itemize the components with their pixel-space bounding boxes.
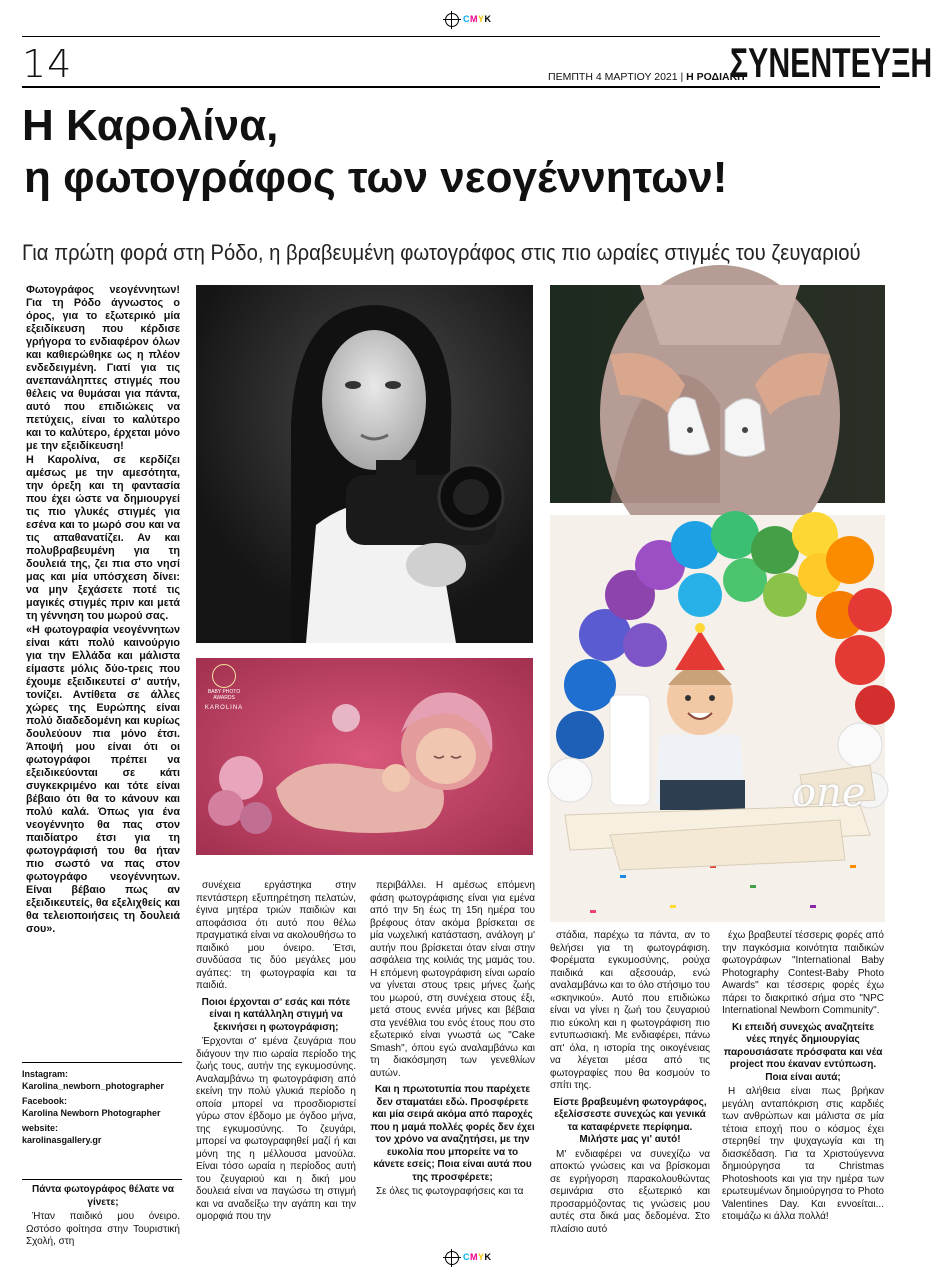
crosshair-icon bbox=[445, 1251, 459, 1265]
award-line-2: AWARDS bbox=[213, 695, 235, 701]
page-number: 14 bbox=[22, 42, 73, 86]
interview-question: Είστε βραβευμένη φωτογράφος, εξελίσσεστε συνεχώς και γενικά τα καταφέρνετε περίφημα. Μιλήστε μας γι' αυτό! bbox=[553, 1096, 707, 1145]
body-paragraph: Η αλήθεια είναι πως βρήκαν μεγάλη ανταπόκριση στις καρδιές των ανθρώπων και μάλιστα σε μία τέτοια εποχή που ο κόσμος έχει στερηθεί την ψυχαγωγία και τη διασκέδαση. Για τα Χριστούγεννα δημιούργησα τα Christmas Photoshoots και για την ημέρα των ερωτευμένων δημιούργησα το Photo Valentines Day. Και εννοείται... ετοιμάζω κι άλλα πολλά! bbox=[722, 1086, 884, 1222]
award-photographer-name: KAROLINA bbox=[204, 705, 244, 711]
cake-smash-photo bbox=[550, 515, 885, 922]
interview-question: Και η πρωτοτυπία που παρέχετε δεν σταματάει εδώ. Προσφέρετε και μία σειρά ακόμα από παροχές που η μαμά πολλές φορές δεν έχει τον χρόνο να αναζητήσει, με την ευκολία που μπορείτε να το κάνετε εσείς; Ποια είναι αυτά που της προσφέρετε; bbox=[370, 1084, 535, 1183]
contact-box bbox=[22, 1062, 182, 1180]
newspaper-name: Η ΡΟΔΙΑΚΗ bbox=[686, 71, 745, 83]
lead-paragraph: «Η φωτογραφία νεογέννητων είναι κάτι πολύ καινούργιο για την Ελλάδα και μάλιστα είμαστε μόλις δύο-τρεις που έχουμε εξειδικευτεί σ' αυτήν, τονίζει. Αντίθετα σε άλλες χώρες της Ευρώπης είναι πολύ διαδεδομένη και κυρίως δουλεύουν πια μόνο έτσι. Άποψή μου είναι ότι οι φωτογράφοι πρέπει να εξειδικεύονται σε κάτι συγκεκριμένο και τότε είναι βέβαιο ότι θα το κάνουν και πολύ καλά. Όπως για ένα νεογέννητο θα πας στον παιδίατρο έτσι για τη φωτογράφισή του θα ήταν πιο σωστό να πας στον φωτογράφο νεογέννητων. Είναι βέβαιο πως αν εξειδικευτείς, θα εξελιχθείς και θα τελειοποιήσεις τη δουλειά σου». bbox=[26, 624, 180, 935]
column-5 bbox=[722, 930, 884, 1226]
lead-paragraph: Φωτογράφος νεογέννητων! Για τη Ρόδο άγνωστος ο όρος, για το εξωτερικό μία εξειδίκευση που κέρδισε γρήγορα το ενδιαφέρον όλων και καθιερώθηκε ως η πλέον ενδεδειγμένη. Γιατί για τις ανεπανάληπτες στιγμές που θέλεις να θυμάσαι για πάντα, αυτό που επιδιώκεις να πετύχεις, είναι το καλύτερο και το καλύτερο, έρχεται μόνο με την εξειδίκευση! bbox=[26, 284, 180, 452]
registration-mark-inner bbox=[445, 1250, 505, 1266]
header-rule bbox=[22, 86, 880, 88]
lead-column bbox=[26, 284, 180, 937]
maternity-photo bbox=[550, 285, 885, 503]
facebook-label: Facebook: bbox=[22, 1096, 68, 1106]
top-rule bbox=[22, 36, 880, 37]
website-url: karolinasgallery.gr bbox=[22, 1134, 102, 1145]
column-2 bbox=[196, 880, 356, 1226]
newborn-photo bbox=[196, 658, 533, 855]
award-line-1: BABY PHOTO bbox=[207, 689, 241, 695]
headline-line-1: Η Καρολίνα, bbox=[22, 101, 279, 150]
column-4 bbox=[550, 930, 710, 1238]
body-paragraph: Σε όλες τις φωτογραφήσεις και τα bbox=[376, 1186, 524, 1197]
issue-date: ΠΕΜΠΤΗ 4 ΜΑΡΤΙΟΥ 2021 | bbox=[548, 71, 687, 83]
subheadline: Για πρώτη φορά στη Ρόδο, η βραβευμένη φωτογράφος στις πιο ωραίες στιγμές του ζευγαριού bbox=[22, 240, 861, 265]
column-1-bottom bbox=[26, 1180, 180, 1251]
cmyk-label: CMYK bbox=[463, 1252, 492, 1262]
section-title: ΣΥΝΕΝΤΕΥΞΗ bbox=[730, 39, 932, 86]
award-badge bbox=[204, 664, 244, 711]
interview-question: Πάντα φωτογράφος θέλατε να γίνετε; bbox=[32, 1184, 174, 1208]
interview-answer: Ήταν παιδικό μου όνειρο. Ωστόσο φοίτησα στην Τουριστική Σχολή, στη bbox=[26, 1211, 180, 1247]
photographer-portrait-photo bbox=[196, 285, 533, 643]
body-paragraph: Έρχονται σ' εμένα ζευγάρια που διάγουν την πιο ωραία περίοδο της ζωής τους, αυτήν της εγκυμοσύνης. Αναλαμβάνω τη φωτογράφιση από εκείνη την πολύ γλυκιά περίοδο η οποία μπορεί να προσδιοριστεί γύρω στον έβδομο με όγδοο μήνα, της εγκυμοσύνης. Το ζευγάρι, μπορεί να φωτογραφηθεί μαζί ή και μόνη της η μέλλουσα μανούλα. Είναι τόσο ωραία η περίοδος αυτή του ζευγαριού και η δική μου δουλειά είναι να παγώσω τη στιγμή και να αναδείξω την αγάπη και την ομορφιά που την bbox=[196, 1036, 356, 1222]
newborn-illustration bbox=[196, 658, 533, 855]
column-3 bbox=[370, 880, 535, 1201]
crosshair-icon bbox=[445, 13, 459, 27]
cmyk-label: CMYK bbox=[463, 14, 492, 24]
headline-line-2: η φωτογράφος των νεογέννητων! bbox=[24, 153, 728, 202]
headline bbox=[22, 100, 882, 204]
body-paragraph: συνέχεια εργάστηκα στην πεντάστερη εξυπηρέτηση πελατών, έγινα μητέρα τριών παιδιών και αποφάσισα ότι αυτό που θέλω πραγματικά είναι να ακολουθήσω το παιδικό μου όνειρο. Έτσι, συνδύασα τις δύο μεγάλες μου αγάπες: τη φωτογραφία και τα παιδιά. bbox=[196, 880, 356, 991]
dateline bbox=[548, 71, 745, 83]
balloon-scene-illustration bbox=[550, 515, 885, 922]
registration-mark-bottom bbox=[445, 1250, 505, 1266]
body-paragraph: στάδια, παρέχω τα πάντα, αν το θελήσει για τη φωτογράφιση. Φορέματα εγκυμοσύνης, ρούχα παιδικά και αξεσουάρ, ενώ αναλαμβάνω και το όλο στήσιμο του «σκηνικού». Αυτό που επιδιώκω είναι να γίνει η ζωή του ζευγαριού πιο εύκολη και η φωτογράφιση πιο εντυπωσιακή. Με ενδιαφέρει, πάνω απ' όλα, η ιστορία της οικογένειας να λέγεται μέσα από τις φωτογραφίες που θα κοσμούν το σπίτι της. bbox=[550, 930, 710, 1091]
lead-paragraph: Η Καρολίνα, σε κερδίζει αμέσως με την αμεσότητα, την όρεξη και τη φαντασία που έχει ώστε να δημιουργεί τις πιο γλυκές στιγμές για εσένα και το μωρό σου και να τις απαθανατίζει. Αν και πολυβραβευμένη για τη δουλειά της, ζει πια στο νησί μας και μία υπόσχεση δίνει: να μην ξεχάσετε ποτέ τις μαγικές στιγμές πριν και μετά τη γέννηση του μωρού σας. bbox=[26, 454, 180, 622]
registration-mark-top bbox=[445, 12, 505, 28]
body-paragraph: περιβάλλει. Η αμέσως επόμενη φάση φωτογράφισης είναι για εμένα από την 5η έως τη 15η ημέρα του βρέφους όταν ακόμα βρίσκεται σε μία νωχελική κατάσταση, ανάλογη μ' αυτήν που βρίσκεται όταν είναι στην ασφάλεια της κοιλιάς της μαμάς του. Η επόμενη φωτογράφιση είναι ωραίο να γίνεται στους τρεις μήνες ζωής του μωρού, στη συνέχεια στους έξι, μετά στους εννέα μήνες και βέβαια στα γενέθλια του ενός έτους που στο εξωτερικό είναι γνωστά ως "Cake Smash", όπου εγώ αναλαμβάνω και τη διακόσμηση των γενεθλίων αυτών. bbox=[370, 880, 535, 1079]
instagram-label: Instagram: bbox=[22, 1069, 69, 1079]
cake-topper-text: one bbox=[792, 770, 866, 816]
interview-question: Ποιοι έρχονται σ' εσάς και πότε είναι η κατάλληλη στιγμή να ξεκινήσει η φωτογράφιση; bbox=[201, 996, 351, 1033]
maternity-illustration bbox=[550, 285, 885, 503]
body-paragraph: έχω βραβευτεί τέσσερις φορές από την παγκόσμια κοινότητα παιδικών φωτογράφων "International Baby Photography Contest-Baby Photo Awards" και τέσσερις φορές έχω πάρει το διακριτικό σήμα στο "NPC International Newborn Community". bbox=[722, 930, 884, 1016]
portrait-illustration bbox=[196, 285, 533, 643]
facebook-page: Karolina Newborn Photographer bbox=[22, 1107, 161, 1118]
website-label: website: bbox=[22, 1123, 59, 1133]
instagram-handle: Karolina_newborn_photographer bbox=[22, 1080, 165, 1091]
body-paragraph: Μ' ενδιαφέρει να συνεχίζω να αποκτώ γνώσεις και να βρίσκομαι σε εγρήγορση παρακολουθώντας σεμινάρια στο εξωτερικό και προσαρμόζοντας τις γνώσεις μου αυτές στα δικά μας δεδομένα. Στο πλαίσιο αυτό bbox=[550, 1148, 710, 1235]
laurel-icon bbox=[212, 664, 236, 688]
interview-question: Κι επειδή συνεχώς αναζητείτε νέες πηγές δημιουργίας παρουσιάσατε πρόσφατα και νέα project που έκαναν εντύπωση. Ποια είναι αυτά; bbox=[723, 1021, 883, 1083]
